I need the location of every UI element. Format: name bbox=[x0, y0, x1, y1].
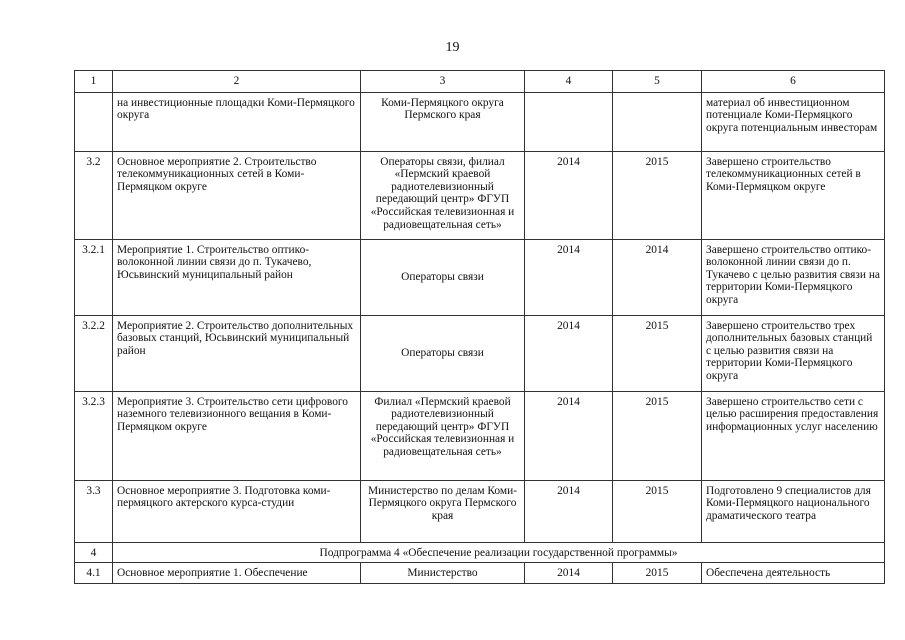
table-row bbox=[75, 480, 885, 542]
row-number: 3.2 bbox=[75, 151, 113, 239]
executor: Коми-Пермяцкого округа Пермского края bbox=[361, 92, 525, 151]
expected-result: Подготовлено 9 специалистов для Коми-Пермяцкого национального драматического театра bbox=[702, 480, 885, 542]
column-header: 2 bbox=[113, 71, 361, 93]
executor: Операторы связи bbox=[361, 239, 525, 315]
executor: Операторы связи, филиал «Пермский краевой радиотелевизионный передающий центр» ФГУП «Российская телевизионная и радиовещательная сеть» bbox=[361, 151, 525, 239]
row-number: 4.1 bbox=[75, 563, 113, 584]
start-year: 2014 bbox=[525, 151, 613, 239]
end-year: 2015 bbox=[613, 563, 702, 584]
column-header: 4 bbox=[525, 71, 613, 93]
executor: Министерство bbox=[361, 563, 525, 584]
start-year: 2014 bbox=[525, 480, 613, 542]
column-header: 3 bbox=[361, 71, 525, 93]
activity-name: Основное мероприятие 3. Подготовка коми-пермяцкого актерского курса-студии bbox=[113, 480, 361, 542]
activity-name: Мероприятие 1. Строительство оптико-волоконной линии связи до п. Тукачево, Юсьвинский муниципальный район bbox=[113, 239, 361, 315]
end-year: 2014 bbox=[613, 239, 702, 315]
row-number bbox=[75, 92, 113, 151]
end-year bbox=[613, 92, 702, 151]
row-number: 3.2.1 bbox=[75, 239, 113, 315]
page-number: 19 bbox=[445, 40, 460, 55]
table-row bbox=[75, 391, 885, 480]
activity-name: Мероприятие 3. Строительство сети цифрового наземного телевизионного вещания в Коми-Пермяцком округе bbox=[113, 391, 361, 480]
start-year bbox=[525, 92, 613, 151]
row-number: 3.3 bbox=[75, 480, 113, 542]
executor: Министерство по делам Коми-Пермяцкого округа Пермского края bbox=[361, 480, 525, 542]
subprogram-row bbox=[75, 542, 885, 563]
column-header: 5 bbox=[613, 71, 702, 93]
expected-result: Завершено строительство телекоммуникационных сетей в Коми-Пермяцком округе bbox=[702, 151, 885, 239]
executor: Операторы связи bbox=[361, 315, 525, 391]
start-year: 2014 bbox=[525, 563, 613, 584]
expected-result: Обеспечена деятельность bbox=[702, 563, 885, 584]
end-year: 2015 bbox=[613, 480, 702, 542]
expected-result: Завершено строительство трех дополнительных базовых станций с целью развития связи на территории Коми-Пермяцкого округа bbox=[702, 315, 885, 391]
table-row bbox=[75, 92, 885, 151]
executor: Филиал «Пермский краевой радиотелевизионный передающий центр» ФГУП «Российская телевизионная и радиовещательная сеть» bbox=[361, 391, 525, 480]
table-row bbox=[75, 563, 885, 584]
expected-result: Завершено строительство оптико-волоконной линии связи до п. Тукачево с целью развития связи на территории Коми-Пермяцкого округа bbox=[702, 239, 885, 315]
column-header: 1 bbox=[75, 71, 113, 93]
start-year: 2014 bbox=[525, 239, 613, 315]
expected-result: Завершено строительство сети с целью расширения предоставления информационных услуг населению bbox=[702, 391, 885, 480]
table-row bbox=[75, 151, 885, 239]
start-year: 2014 bbox=[525, 391, 613, 480]
row-number: 3.2.3 bbox=[75, 391, 113, 480]
column-header: 6 bbox=[702, 71, 885, 93]
program-table bbox=[74, 70, 885, 584]
activity-name: Основное мероприятие 2. Строительство телекоммуникационных сетей в Коми-Пермяцком округе bbox=[113, 151, 361, 239]
activity-name: Основное мероприятие 1. Обеспечение bbox=[113, 563, 361, 584]
start-year: 2014 bbox=[525, 315, 613, 391]
table-row bbox=[75, 315, 885, 391]
row-number: 4 bbox=[75, 542, 113, 563]
subprogram-title: Подпрограмма 4 «Обеспечение реализации государственной программы» bbox=[113, 542, 885, 563]
expected-result: материал об инвестиционном потенциале Коми-Пермяцкого округа потенциальным инвесторам bbox=[702, 92, 885, 151]
end-year: 2015 bbox=[613, 315, 702, 391]
end-year: 2015 bbox=[613, 391, 702, 480]
end-year: 2015 bbox=[613, 151, 702, 239]
activity-name: на инвестиционные площадки Коми-Пермяцкого округа bbox=[113, 92, 361, 151]
activity-name: Мероприятие 2. Строительство дополнительных базовых станций, Юсьвинский муниципальный район bbox=[113, 315, 361, 391]
table-row bbox=[75, 239, 885, 315]
table-header-row bbox=[75, 71, 885, 93]
row-number: 3.2.2 bbox=[75, 315, 113, 391]
